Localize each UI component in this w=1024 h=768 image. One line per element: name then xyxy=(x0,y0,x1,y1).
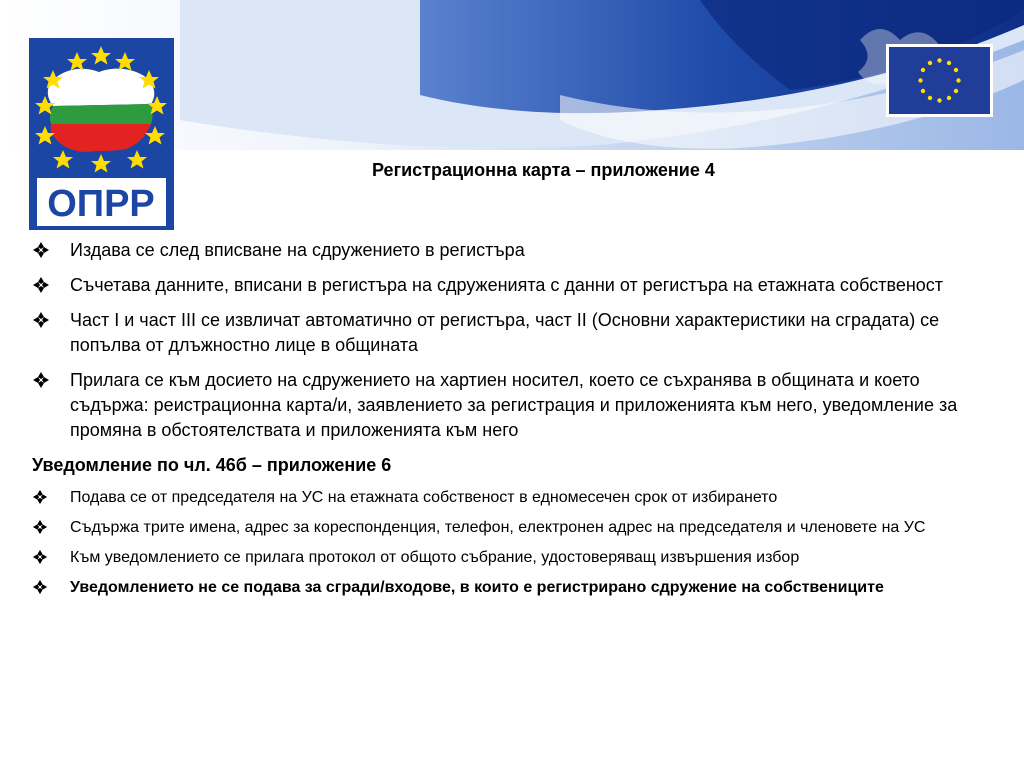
diamond-bullet-icon xyxy=(32,276,50,294)
bullet-text: Съчетава данните, вписани в регистъра на сдруженията с данни от регистъра на етажната собственост xyxy=(70,275,944,295)
list-item xyxy=(32,547,992,569)
list-item xyxy=(32,238,992,263)
bullet-text: Издава се след вписване на сдружението в регистъра xyxy=(70,240,525,260)
bullet-text: Уведомлението не се подава за сгради/входове, в които е регистрирано сдружение на собствениците xyxy=(70,579,884,596)
bullet-text: Съдържа трите имена, адрес за кореспонденция, телефон, електронен адрес на председателя и членовете на УС xyxy=(70,519,926,536)
eu-flag-icon xyxy=(886,44,993,117)
bullet-text: Прилага се към досието на сдружението на хартиен носител, което се съхранява в общината и което съдържа: реистрационна карта/и, заявлението за регистрация и приложенията към него, уведомление за промяна в обстоятелствата и приложенията към него xyxy=(70,370,958,440)
slide-content xyxy=(32,238,992,607)
list-item xyxy=(32,577,992,599)
list-item xyxy=(32,273,992,298)
list-item xyxy=(32,487,992,509)
list-item xyxy=(32,368,992,443)
diamond-bullet-icon xyxy=(32,241,50,259)
diamond-bullet-icon xyxy=(32,489,48,505)
diamond-bullet-icon xyxy=(32,549,48,565)
section-heading: Уведомление по чл. 46б – приложение 6 xyxy=(32,455,392,475)
logo-text: ОПРР xyxy=(47,183,155,225)
diamond-bullet-icon xyxy=(32,371,50,389)
oprr-logo-icon xyxy=(29,38,174,230)
list-item xyxy=(32,517,992,539)
diamond-bullet-icon xyxy=(32,579,48,595)
diamond-bullet-icon xyxy=(32,311,50,329)
bullet-text: Към уведомлението се прилага протокол от общото събрание, удостоверяващ извършения избор xyxy=(70,549,800,566)
bullet-text: Подава се от председателя на УС на етажната собственост в едномесечен срок от избирането xyxy=(70,489,778,506)
diamond-bullet-icon xyxy=(32,519,48,535)
slide-title: Регистрационна карта – приложение 4 xyxy=(372,160,715,180)
bullet-text: Част I и част III се извличат автоматично от регистъра, част II (Основни характеристики на сградата) се попълва от длъжностно лице в общината xyxy=(70,310,940,355)
list-item xyxy=(32,308,992,358)
